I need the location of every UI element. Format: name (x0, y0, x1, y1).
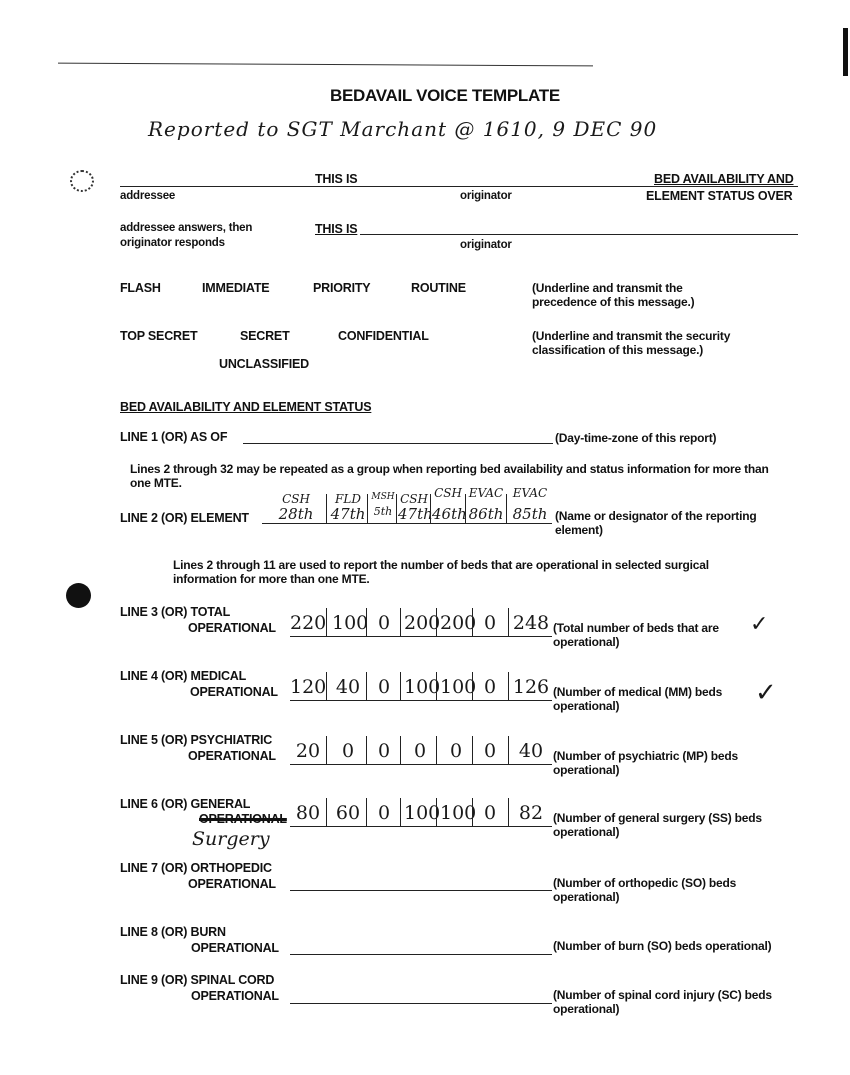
header-line-2 (360, 234, 798, 235)
header-line-1 (120, 186, 798, 187)
line8-label: LINE 8 (OR) BURN (120, 925, 226, 939)
line6-note: (Number of general surgery (SS) beds operational) (553, 811, 762, 839)
line3-rule (290, 636, 552, 637)
line5-value: 0 (413, 740, 427, 762)
line6-handwritten-surgery: Surgery (192, 828, 270, 850)
line8-note: (Number of burn (SO) beds operational) (553, 939, 772, 953)
line4-divider (508, 672, 509, 700)
line4-divider (436, 672, 437, 700)
line5-value: 0 (483, 740, 497, 762)
line2-type-5: EVAC (468, 486, 504, 500)
line4-rule (290, 700, 552, 701)
line7-label-2: OPERATIONAL (188, 877, 276, 891)
line2-divider-0 (326, 494, 327, 524)
right-edge-bar (843, 28, 848, 76)
line1-note: (Day-time-zone of this report) (555, 431, 717, 445)
line4-divider (400, 672, 401, 700)
line9-label: LINE 9 (OR) SPINAL CORD (120, 973, 275, 987)
originator-responds-label: originator responds (120, 237, 225, 249)
line6-rule (290, 826, 552, 827)
originator-label-2: originator (460, 239, 512, 251)
line2-unit-1: 47th (330, 505, 366, 523)
classification-confidential: CONFIDENTIAL (338, 329, 429, 343)
line7-label: LINE 7 (OR) ORTHOPEDIC (120, 861, 272, 875)
line1-rule (243, 443, 553, 444)
line5-value: 20 (295, 740, 321, 762)
line4-note: (Number of medical (MM) beds operational) (553, 685, 723, 713)
line8-rule (290, 954, 552, 955)
addressee-label: addressee (120, 190, 176, 202)
handwritten-report-note: Reported to SGT Marchant @ 1610, 9 DEC 90 (148, 117, 658, 141)
line2-type-1: FLD (335, 492, 361, 506)
classification-top-secret: TOP SECRET (120, 329, 198, 343)
line5-label: LINE 5 (OR) PSYCHIATRIC (120, 733, 273, 747)
line6-value: 60 (335, 802, 361, 824)
line3-value: 0 (377, 612, 391, 634)
line3-divider (326, 608, 327, 636)
section-heading: BED AVAILABILITY AND ELEMENT STATUS (120, 400, 372, 414)
precedence-priority: PRIORITY (313, 281, 371, 295)
line2-divider-1 (367, 494, 368, 524)
line6-value: 82 (518, 802, 544, 824)
line2-unit-4: 46th (432, 505, 467, 523)
page-title: BEDAVAIL VOICE TEMPLATE (330, 86, 560, 105)
line6-divider (400, 798, 401, 826)
bed-availability-heading: BED AVAILABILITY AND (654, 172, 794, 186)
line4-label: LINE 4 (OR) MEDICAL (120, 669, 247, 683)
line3-value: 200 (404, 612, 441, 634)
line4-label-2: OPERATIONAL (190, 685, 278, 699)
line5-divider (436, 736, 437, 764)
line2-unit-6: 85th (512, 505, 548, 523)
line6-divider (508, 798, 509, 826)
line4-divider (366, 672, 367, 700)
classification-unclassified: UNCLASSIFIED (219, 357, 309, 371)
line6-value: 80 (295, 802, 321, 824)
this-is-label-1: THIS IS (315, 172, 358, 186)
line4-value: 126 (512, 676, 550, 698)
line9-note: (Number of spinal cord injury (SC) beds operational) (553, 988, 772, 1016)
line2-note: (Name or designator of the reporting element) (555, 509, 757, 537)
line6-divider (436, 798, 437, 826)
addressee-answers-label: addressee answers, then (120, 222, 253, 234)
line4-divider (472, 672, 473, 700)
line6-divider (366, 798, 367, 826)
line9-label-2: OPERATIONAL (191, 989, 279, 1003)
line5-divider (400, 736, 401, 764)
line4-value: 40 (335, 676, 361, 698)
line6-divider (472, 798, 473, 826)
line4-value: 100 (404, 676, 441, 698)
line2-type-4: CSH (434, 486, 462, 500)
line6-value: 0 (483, 802, 497, 824)
line4-value: 0 (483, 676, 497, 698)
line2-label: LINE 2 (OR) ELEMENT (120, 511, 249, 525)
line3-value: 200 (440, 612, 477, 634)
line5-divider (508, 736, 509, 764)
line3-label-2: OPERATIONAL (188, 621, 276, 635)
line4-value: 100 (440, 676, 477, 698)
punch-hole-mark (70, 170, 94, 192)
line2-type-3: CSH (400, 492, 428, 506)
line5-divider (472, 736, 473, 764)
line5-rule (290, 764, 552, 765)
line8-label-2: OPERATIONAL (191, 941, 279, 955)
line3-value: 248 (512, 612, 550, 634)
line2-type-2: MSH (371, 492, 395, 502)
line4-check-mark: ✓ (755, 678, 777, 708)
line3-note: (Total number of beds that are operational) (553, 621, 719, 649)
top-scan-line (58, 63, 593, 67)
precedence-immediate: IMMEDIATE (202, 281, 270, 295)
line2-divider-4 (465, 494, 466, 524)
line2-type-0: CSH (282, 492, 310, 506)
line5-divider (326, 736, 327, 764)
line2-divider-5 (506, 494, 507, 524)
line6-value: 100 (440, 802, 477, 824)
line5-value: 40 (518, 740, 544, 762)
line4-divider (326, 672, 327, 700)
line6-label: LINE 6 (OR) GENERAL (120, 797, 251, 811)
line3-value: 0 (483, 612, 497, 634)
line6-label-2-struck: OPERATIONAL (199, 812, 287, 826)
line7-note: (Number of orthopedic (SO) beds operational) (553, 876, 737, 904)
line2-rule (262, 523, 552, 524)
line5-label-2: OPERATIONAL (188, 749, 276, 763)
line6-value: 0 (377, 802, 391, 824)
element-status-over: ELEMENT STATUS OVER (646, 189, 793, 203)
line4-value: 0 (377, 676, 391, 698)
line6-value: 100 (404, 802, 441, 824)
line5-value: 0 (341, 740, 355, 762)
line2-divider-3 (430, 494, 431, 524)
line5-divider (366, 736, 367, 764)
line9-rule (290, 1003, 552, 1004)
line5-note: (Number of psychiatric (MP) beds operational) (553, 749, 738, 777)
line3-value: 100 (332, 612, 369, 634)
punch-hole-1 (66, 583, 91, 608)
originator-label-1: originator (460, 190, 512, 202)
line2-type-6: EVAC (512, 486, 548, 500)
lines-2-32-note: Lines 2 through 32 may be repeated as a group when reporting bed availability and status information for more than one MTE. (130, 462, 769, 490)
line1-label: LINE 1 (OR) AS OF (120, 430, 228, 444)
this-is-label-2: THIS IS (315, 222, 358, 236)
line3-divider (400, 608, 401, 636)
line3-divider (366, 608, 367, 636)
line3-divider (472, 608, 473, 636)
line3-label: LINE 3 (OR) TOTAL (120, 605, 231, 619)
line3-value: 220 (290, 612, 327, 634)
lines-2-11-note: Lines 2 through 11 are used to report the number of beds that are operational in selected surgical information for more than one MTE. (173, 558, 709, 586)
precedence-flash: FLASH (120, 281, 161, 295)
precedence-routine: ROUTINE (411, 281, 466, 295)
line2-unit-2: 5th (373, 505, 393, 518)
line4-value: 120 (290, 676, 327, 698)
classification-secret: SECRET (240, 329, 290, 343)
line2-unit-5: 86th (468, 505, 504, 523)
line2-divider-2 (396, 494, 397, 524)
precedence-note: (Underline and transmit the precedence of this message.) (532, 281, 695, 309)
classification-note: (Underline and transmit the security classification of this message.) (532, 329, 731, 357)
line2-unit-3: 47th (398, 505, 433, 523)
line3-divider (436, 608, 437, 636)
line6-divider (326, 798, 327, 826)
line7-rule (290, 890, 552, 891)
line5-value: 0 (377, 740, 391, 762)
line2-unit-0: 28th (278, 505, 314, 523)
line3-divider (508, 608, 509, 636)
line5-value: 0 (449, 740, 463, 762)
line3-check-mark: ✓ (750, 612, 769, 637)
